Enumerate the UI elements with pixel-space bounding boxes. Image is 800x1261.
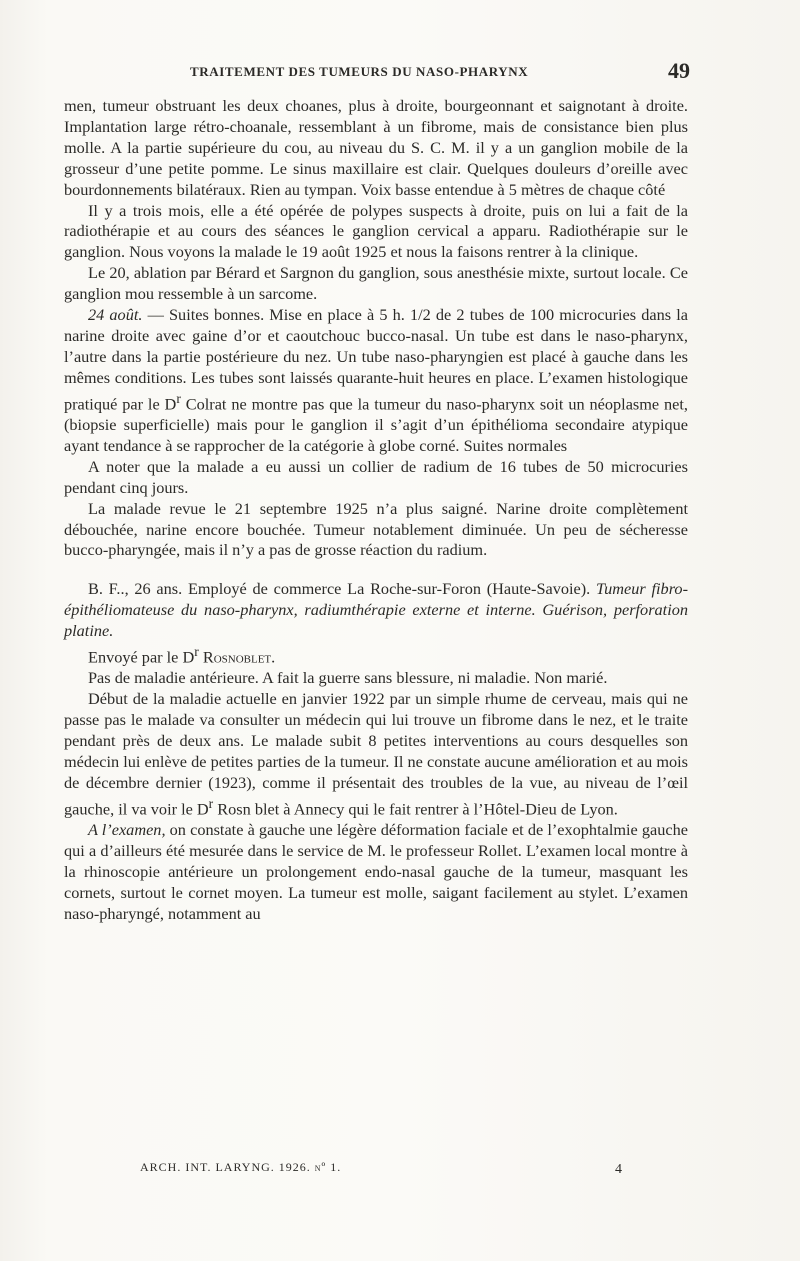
sent-by-text: Envoyé par le D — [88, 647, 195, 667]
paragraph-text: Colrat ne montre pas que la tumeur du naso-pharynx soit un néoplasme net, (biopsie superficielle) mais pour le ganglion il s’agit d’un épithélioma secondaire atypique ayant tendance à se rapprocher de la catégorie à globe corné. Suites normales — [64, 394, 688, 455]
superscript: r — [176, 390, 181, 406]
paragraph-text: Rosn blet à Annecy qui le fait rentrer à l’Hôtel-Dieu de Lyon. — [213, 799, 618, 819]
superscript: r — [194, 644, 199, 660]
italic-lead: A l’examen, — [88, 820, 166, 840]
case-intro: B. F.., 26 ans. Employé de commerce La Roche-sur-Foron (Haute-Savoie). — [88, 579, 596, 599]
section-gap — [64, 561, 688, 579]
paragraph-text: — Suites bonnes. Mise en place à 5 h. 1/2 de 2 tubes de 100 microcuries dans la narine droite avec gaine d’or et caoutchouc bucco-nasal. Un tube est dans le naso-pharynx, l’autre dans la partie postérieure du nez. Un tube naso-pharyngien est placé à gauche dans les mêmes conditions. Les tubes sont laissés quarante-huit heures en place. L’examen histologique pratiqué par le D — [64, 305, 688, 414]
paragraph — [64, 820, 688, 925]
paragraph — [64, 305, 688, 457]
paragraph — [64, 689, 688, 820]
signature-mark: 4 — [615, 1162, 622, 1177]
page-footer — [140, 1160, 650, 1180]
paragraph: men, tumeur obstruant les deux choanes, plus à droite, bourgeonnant et saignotant à droite. Implantation large rétro-choanale, ressemblant à un fibrome, mais de consistance bien plus molle. A la partie supérieure du cou, au niveau du S. C. M. il y a un ganglion mobile de la grosseur d’une petite pomme. Le sinus maxillaire est clair. Quelques douleurs d’oreille avec bourdonnements bilatéraux. Rien au tympan. Voix basse entendue à 5 mètres de chaque côté — [64, 96, 688, 199]
page-number: 49 — [668, 58, 690, 83]
paragraph: Le 20, ablation par Bérard et Sargnon du ganglion, sous anesthésie mixte, surtout locale. Ce ganglion mou ressemble à un sarcome. — [64, 263, 688, 304]
case-heading — [64, 579, 688, 642]
page-header — [190, 58, 690, 86]
superscript: r — [208, 795, 214, 811]
paragraph-text: on constate à gauche une légère déformation faciale et de l’exophtalmie gauche qui a d’ailleurs été mesurée dans le service de M. le professeur Rollet. L’examen local montre à la rhinoscopie antérieure un prolongement endo-nasal gauche de la tumeur, masquant les cornets, surtout le cornet moyen. La tumeur est molle, saigant facilement au stylet. L’examen naso-pharyngé, notamment au — [64, 820, 688, 923]
paragraph: La malade revue le 21 septembre 1925 n’a plus saigné. Narine droite complètement débouchée, narine encore bouchée. Tumeur notablement diminuée. Un peu de sécheresse bucco-pharyngée, mais il n’y a pas de grosse réaction du radium. — [64, 498, 688, 560]
sent-by — [64, 642, 688, 668]
paragraph-text: Début de la maladie actuelle en janvier 1922 par un simple rhume de cerveau, mais qui ne passe pas le malade va consulter un médecin qui lui trouve un fibrome dans le nez, et le traite pendant près de deux ans. Le malade subit 8 petites interventions au cours desquelles son médecin lui enlève de petites parties de la tumeur. Il ne constate aucune amélioration et au mois de décembre dernier (1923), comme il présentait des troubles de la vue, au niveau de l’œil gauche, il va voir le D — [64, 689, 688, 819]
paragraph: Pas de maladie antérieure. A fait la guerre sans blessure, ni maladie. Non marié. — [88, 668, 608, 688]
paragraph: A noter que la malade a eu aussi un collier de radium de 16 tubes de 50 microcuries pendant cinq jours. — [64, 456, 688, 497]
date-italic: 24 août. — [88, 305, 143, 325]
running-title: TRAITEMENT DES TUMEURS DU NASO-PHARYNX — [190, 64, 529, 79]
body-text — [64, 96, 688, 925]
case-title: Tumeur fibro-épithéliomateuse du naso-pharynx, radiumthérapie externe et interne. Guérison, perforation platine. — [64, 579, 688, 641]
journal-reference: ARCH. INT. LARYNG. 1926. nº 1. — [140, 1160, 342, 1174]
paragraph: Il y a trois mois, elle a été opérée de polypes suspects à droite, puis on lui a fait de la radiothérapie et au cours des séances le ganglion cervical a apparu. Radiothérapie sur le ganglion. Nous voyons la malade le 19 août 1925 et nous la faisons rentrer à la clinique. — [64, 200, 688, 262]
doctor-name: Rosnoblet. — [198, 647, 276, 667]
